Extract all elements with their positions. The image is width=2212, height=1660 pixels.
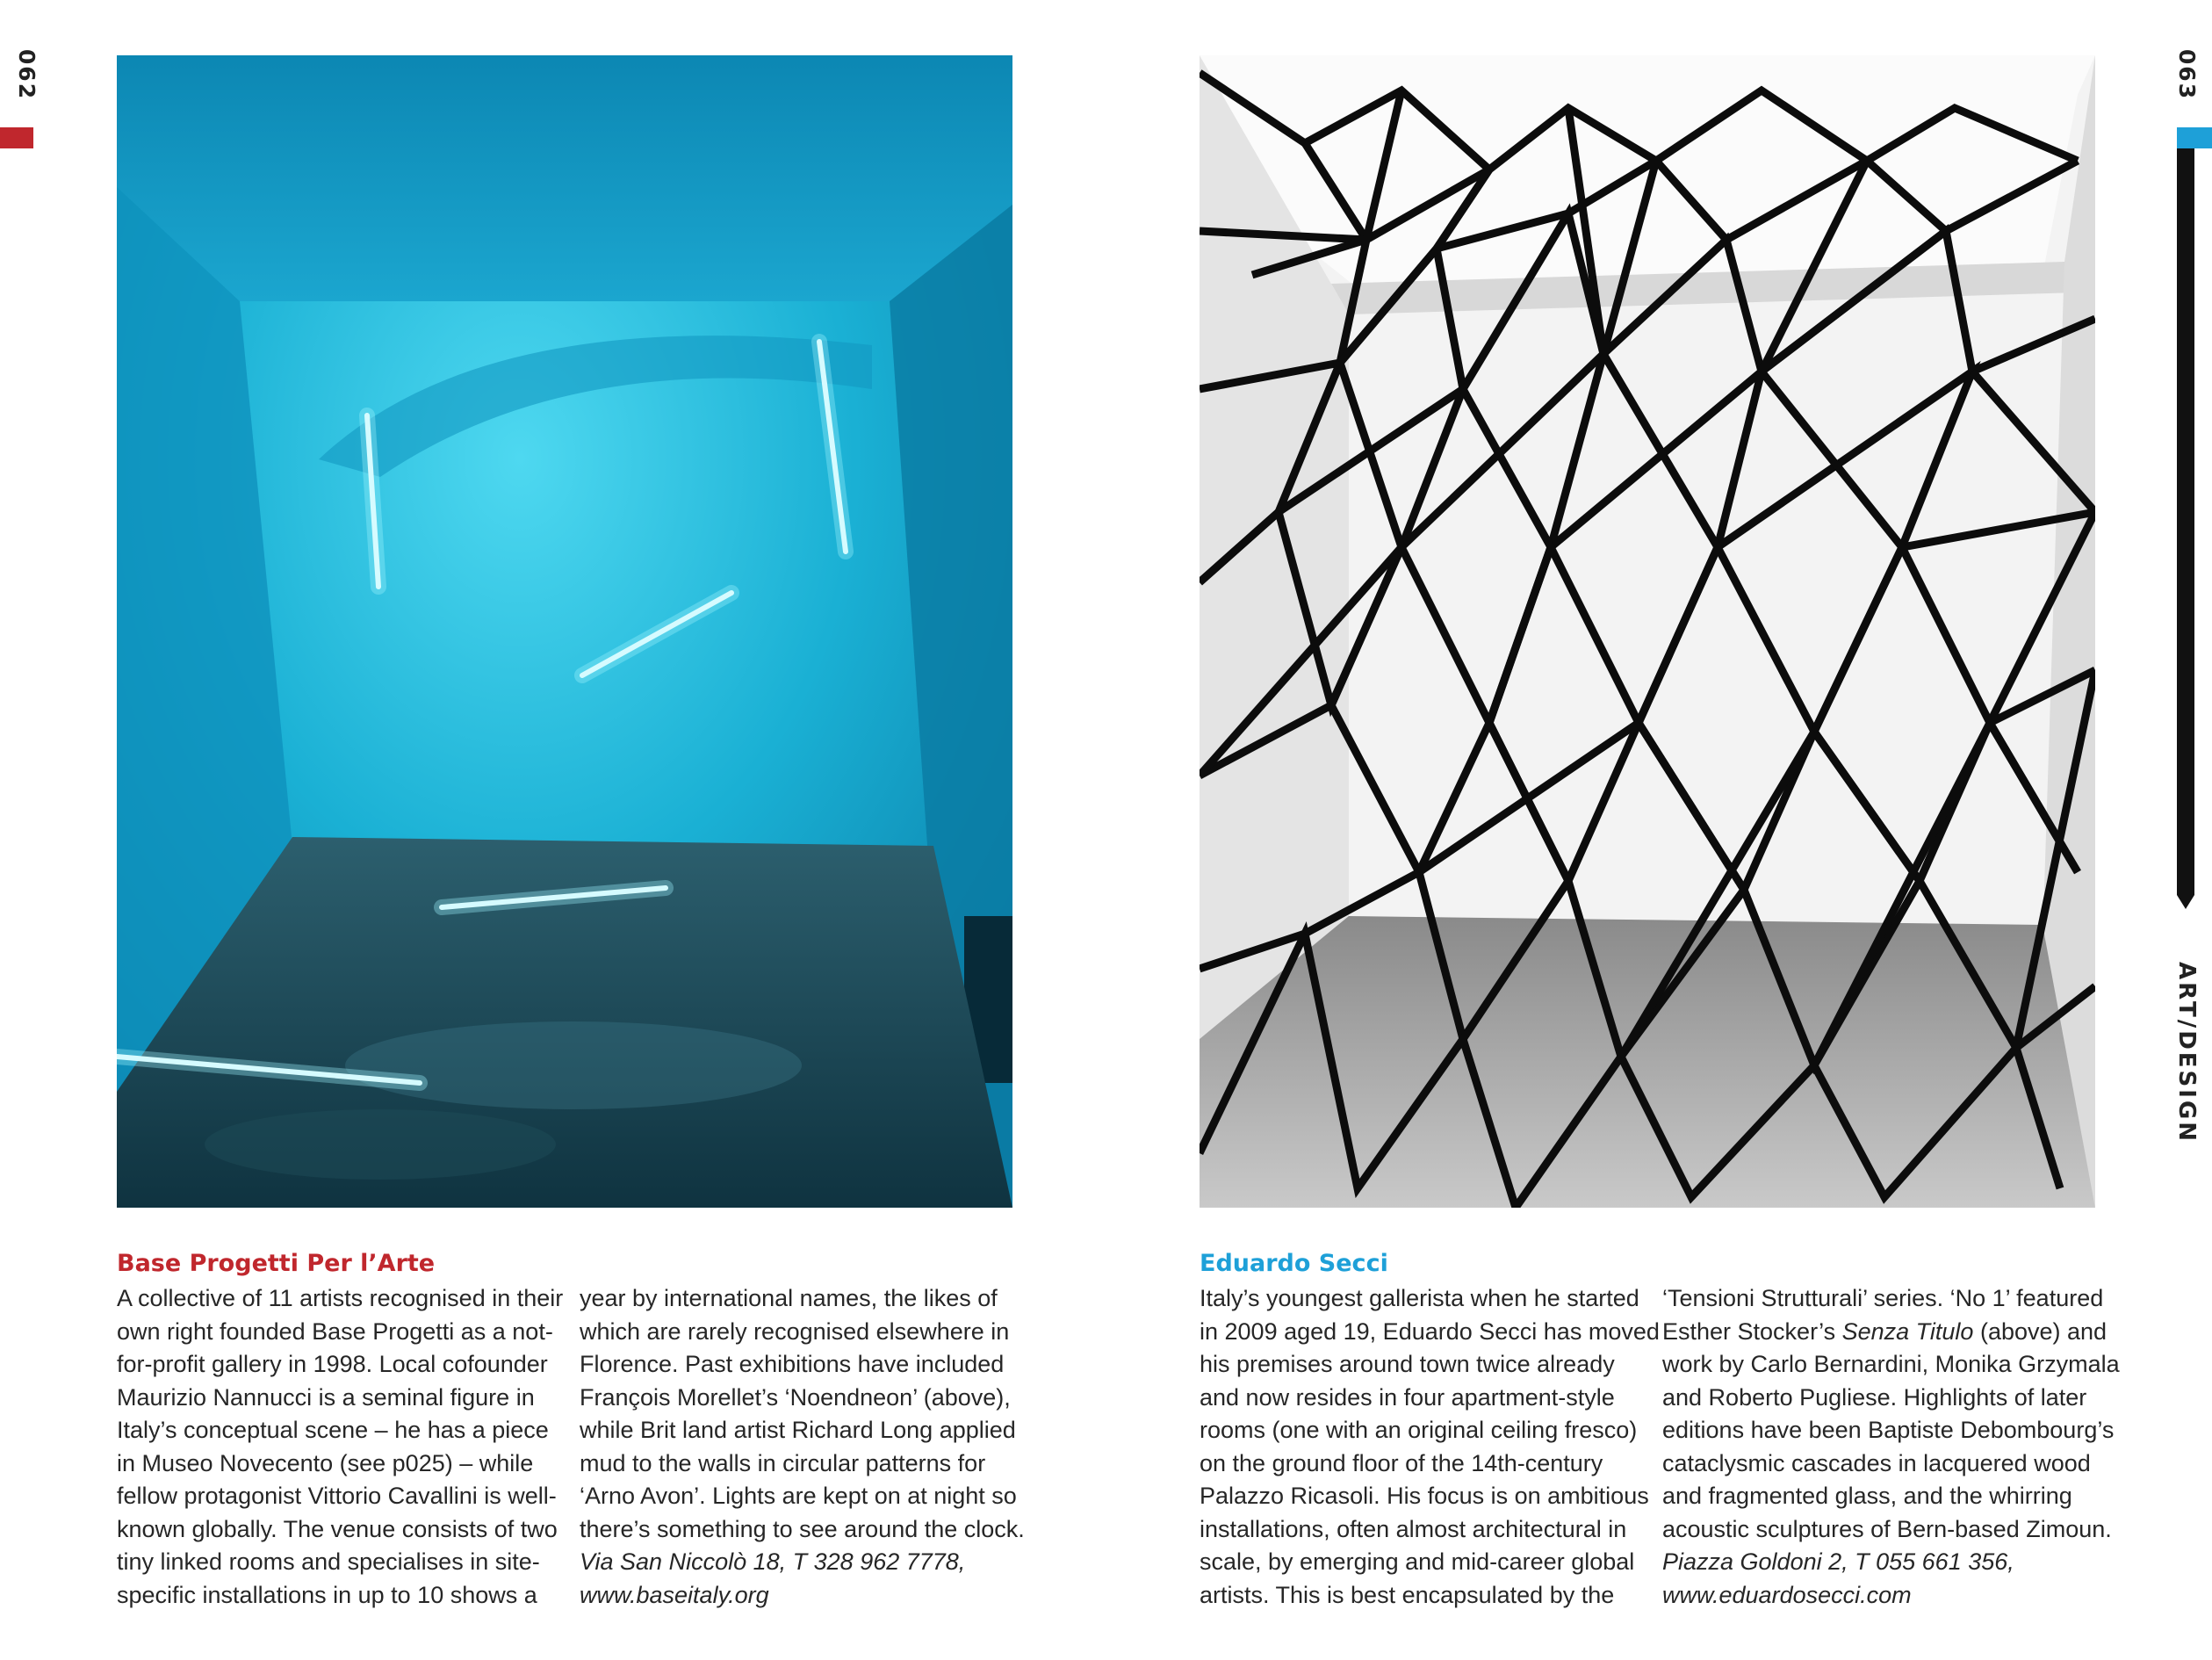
text-line: Maurizio Nannucci is a seminal figure in xyxy=(117,1383,535,1411)
page-number-left: 062 xyxy=(14,48,40,101)
right-text-column-1 xyxy=(1200,1282,1660,1612)
gallery-address: Piazza Goldoni 2, T 055 661 356, xyxy=(1662,1548,2014,1575)
text-line: and Roberto Pugliese. Highlights of later xyxy=(1662,1383,2087,1411)
right-text-column-2 xyxy=(1662,1282,2120,1612)
text-line: mud to the walls in circular patterns for xyxy=(580,1449,986,1476)
text-line: and now resides in four apartment-style xyxy=(1200,1383,1615,1411)
left-text-column-2 xyxy=(580,1282,1025,1612)
text-line xyxy=(1662,1316,2108,1349)
text-line: for-profit gallery in 1998. Local cofounder xyxy=(117,1351,548,1377)
text-fragment: Esther Stocker’s xyxy=(1662,1317,1842,1345)
section-progress-arrow-icon xyxy=(2177,895,2194,909)
text-line: work by Carlo Bernardini, Monika Grzymala xyxy=(1662,1351,2120,1377)
text-line: own right founded Base Progetti as a not- xyxy=(117,1317,553,1345)
section-label: ART/DESIGN xyxy=(2173,962,2200,1144)
text-line: while Brit land artist Richard Long applied xyxy=(580,1417,1016,1443)
text-line: ‘Arno Avon’. Lights are kept on at night so xyxy=(580,1483,1017,1509)
left-text-column-1 xyxy=(117,1282,564,1612)
text-line: François Morellet’s ‘Noendneon’ (above), xyxy=(580,1383,1011,1411)
text-line: ‘Tensioni Strutturali’ series. ‘No 1’ featured xyxy=(1662,1285,2104,1311)
text-line: scale, by emerging and mid-career global xyxy=(1200,1548,1635,1575)
text-line: cataclysmic cascades in lacquered wood xyxy=(1662,1449,2091,1476)
text-line: fellow protagonist Vittorio Cavallini is well- xyxy=(117,1483,557,1509)
gallery-name-eduardo-secci: Eduardo Secci xyxy=(1200,1250,1388,1277)
text-line: known globally. The venue consists of two xyxy=(117,1515,558,1542)
text-line: specific installations in up to 10 shows a xyxy=(117,1581,537,1608)
photo-base-progetti-neon-room xyxy=(117,55,1012,1208)
right-page-marker xyxy=(2177,127,2212,148)
text-line: acoustic sculptures of Bern-based Zimoun. xyxy=(1662,1515,2112,1542)
gallery-address: Via San Niccolò 18, T 328 962 7778, xyxy=(580,1548,966,1575)
text-line: Italy’s youngest gallerista when he started xyxy=(1200,1285,1639,1311)
text-line: and fragmented glass, and the whirring xyxy=(1662,1483,2072,1509)
section-progress-bar xyxy=(2177,148,2194,895)
text-line: there’s something to see around the clock. xyxy=(580,1515,1025,1542)
text-line: A collective of 11 artists recognised in their xyxy=(117,1285,564,1311)
text-line: year by international names, the likes of xyxy=(580,1285,998,1311)
text-line: rooms (one with an original ceiling fresco) xyxy=(1200,1417,1638,1443)
text-fragment: (above) and xyxy=(1973,1317,2108,1345)
gallery-website-link[interactable]: www.baseitaly.org xyxy=(580,1581,769,1608)
page-number-right: 063 xyxy=(2174,48,2200,101)
text-line: artists. This is best encapsulated by the xyxy=(1200,1581,1615,1608)
gallery-name-base-progetti: Base Progetti Per l’Arte xyxy=(117,1250,436,1277)
text-line: Palazzo Ricasoli. His focus is on ambitious xyxy=(1200,1483,1649,1509)
text-line: installations, often almost architectural in xyxy=(1200,1515,1627,1542)
text-line: which are rarely recognised elsewhere in xyxy=(580,1317,1010,1345)
text-line: Florence. Past exhibitions have included xyxy=(580,1351,1005,1377)
text-line: editions have been Baptiste Debombourg’s xyxy=(1662,1417,2115,1443)
text-line: Italy’s conceptual scene – he has a piece xyxy=(117,1417,549,1443)
text-line: in Museo Novecento (see p025) – while xyxy=(117,1449,534,1476)
left-page-marker xyxy=(0,127,33,148)
text-line: his premises around town twice already xyxy=(1200,1351,1615,1377)
gallery-website-link[interactable]: www.eduardosecci.com xyxy=(1662,1581,1912,1608)
photo-eduardo-secci-tape-installation xyxy=(1200,55,2095,1208)
text-line: in 2009 aged 19, Eduardo Secci has moved xyxy=(1200,1317,1660,1345)
text-line: tiny linked rooms and specialises in site- xyxy=(117,1548,540,1575)
text-line: on the ground floor of the 14th-century xyxy=(1200,1449,1603,1476)
artwork-title: Senza Titulo xyxy=(1841,1317,1974,1345)
